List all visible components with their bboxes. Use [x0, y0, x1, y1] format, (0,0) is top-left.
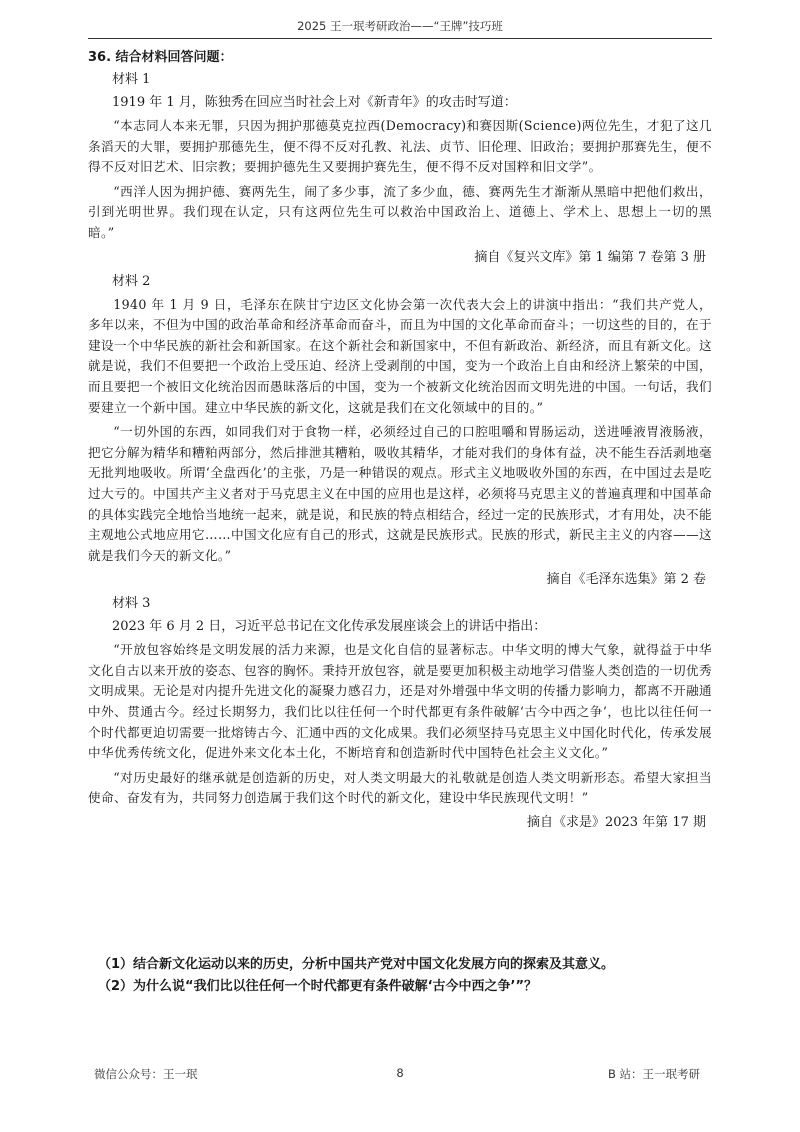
- question-title: 36. 结合材料回答问题：: [88, 50, 233, 65]
- material-quote: “开放包容始终是文明发展的活力来源，也是文化自信的显著标志。中华文明的博大气象，就得益于中华文化自古以来开放的姿态、包容的胸怀。秉持开放包容，就是要更加积极主动地学习借鉴人类创造的一切优秀文明成果。无论是对内提升先进文化的凝聚力感召力，还是对外增强中华文明的传播力影响力，都离不开融通中外、贯通古今。经过长期努力，我们比以往任何一个时代都更有条件破解‘古今中西之争’，也比以往任何一个时代都更迫切需要一批熔铸古今、汇通中西的文化成果。我们必须坚持马克思主义中国化时代化，传承发展中华优秀传统文化，促进外来文化本土化，不断培育和创造新时代中国特色社会主义文化。”: [88, 642, 712, 761]
- material-source: 摘自《复兴文库》第 1 编第 7 卷第 3 册: [474, 249, 706, 265]
- page-content: [88, 46, 712, 837]
- material-intro: 2023 年 6 月 2 日，习近平总书记在文化传承发展座谈会上的讲话中指出：: [112, 619, 547, 635]
- sub-question-1: （1）结合新文化运动以来的历史，分析中国共产党对中国文化发展方向的探索及其意义。: [98, 957, 615, 972]
- material-quote: “对历史最好的继承就是创造新的历史，对人类文明最大的礼敬就是创造人类文明新形态。希望大家担当使命、奋发有为，共同努力创造属于我们这个时代的新文化，建设中华民族现代文明！”: [88, 769, 712, 806]
- sub-question-2: （2）为什么说“我们比以往任何一个时代都更有条件破解‘古今中西之争’”？: [98, 979, 538, 994]
- sub-questions: [98, 954, 712, 998]
- material-label: 材料 1: [112, 72, 151, 87]
- material-label: 材料 3: [112, 596, 151, 612]
- page-number: 8: [396, 1066, 404, 1080]
- material-quote: “一切外国的东西，如同我们对于食物一样，必须经过自己的口腔咀嚼和胃肠运动，送进唾液胃液肠液，把它分解为精华和糟粕两部分，然后排泄其糟粕，吸收其精华，才能对我们的身体有益，决不能生吞活剥地毫无批判地吸收。所谓‘全盘西化’的主张，乃是一种错误的观点。形式主义地吸收外国的东西，在中国过去是吃过大亏的。中国共产主义者对于马克思主义在中国的应用也是这样，必须将马克思主义的普遍真理和中国革命的具体实践完全地恰当地统一起来，就是说，和民族的特点相结合，经过一定的民族形式，才有用处，决不能主观地公式地应用它……中国文化应有自己的形式，这就是民族形式。民族的形式，新民主主义的内容——这就是我们今天的新文化。”: [88, 424, 712, 563]
- material-quote: “西洋人因为拥护德、赛两先生，闹了多少事，流了多少血，德、赛两先生才渐渐从黑暗中把他们救出，引到光明世界。我们现在认定，只有这两位先生可以救治中国政治上、道德上、学术上、思想上一切的黑暗。”: [88, 183, 712, 240]
- header-title: 2025 王一珉考研政治——“王牌”技巧班: [297, 19, 503, 33]
- material-intro: 1919 年 1 月，陈独秀在回应当时社会上对《新青年》的攻击时写道：: [112, 95, 517, 110]
- material-2: [88, 272, 712, 591]
- material-source: 摘自《求是》2023 年第 17 期: [526, 815, 706, 831]
- material-quote: “本志同人本来无罪，只因为拥护那德莫克拉西(Democracy)和赛因斯(Science)两位先生，才犯了这几条滔天的大罪，要拥护那德先生，便不得不反对孔教、礼法、贞节、旧伦理、旧政治；要拥护那赛先生，便不得不反对旧艺术、旧宗教；要拥护德先生又要拥护赛先生，便不得不反对国粹和旧文学”。: [88, 118, 712, 175]
- material-1: [88, 70, 712, 268]
- page-header: [88, 18, 712, 39]
- footer-bilibili: B 站：王一珉考研: [607, 1067, 700, 1081]
- material-3: [88, 594, 712, 833]
- footer-wechat: 微信公众号：王一珉: [94, 1067, 198, 1081]
- material-source: 摘自《毛泽东选集》第 2 卷: [546, 572, 706, 588]
- material-quote: 1940 年 1 月 9 日，毛泽东在陕甘宁边区文化协会第一次代表大会上的讲演中指出：“我们共产党人，多年以来，不但为中国的政治革命和经济革命而奋斗，而且为中国的文化革命而奋斗；一切这些的目的，在于建设一个中华民族的新社会和新国家。在这个新社会和新国家中，不但有新政治、新经济，而且有新文化。这就是说，我们不但要把一个政治上受压迫、经济上受剥削的中国，变为一个政治上自由和经济上繁荣的中国，而且要把一个被旧文化统治因而愚昧落后的中国，变为一个被新文化统治因而文明先进的中国。一句话，我们要建立一个新中国。建立中华民族的新文化，这就是我们在文化领域中的目的。”: [88, 296, 712, 415]
- material-label: 材料 2: [112, 273, 151, 289]
